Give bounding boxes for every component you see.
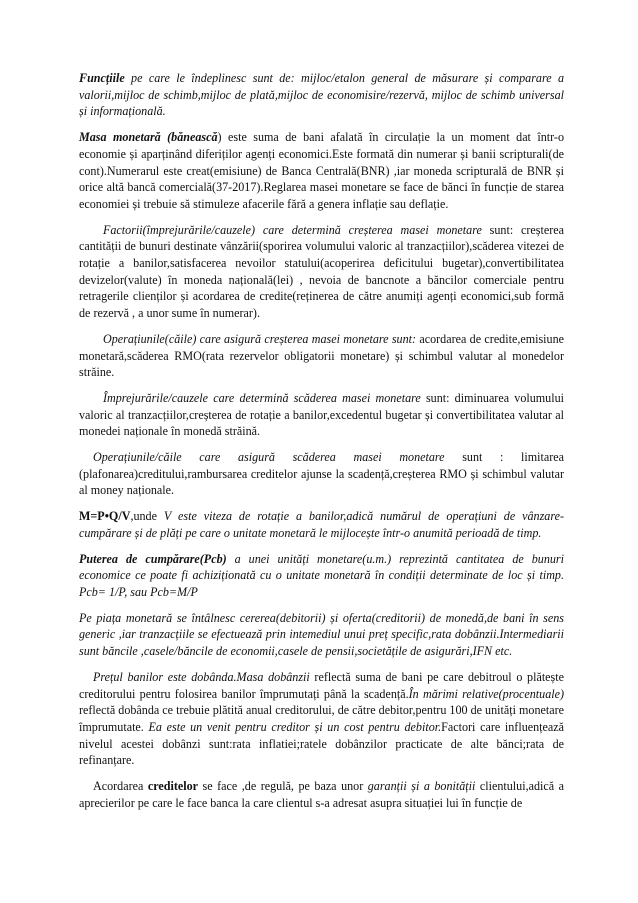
decrease-operations-text: sunt : limitarea (plafonarea)creditului,rambursarea creditelor ajunse la scadență,creșterea RMO și schimbul valutar al money naționale. bbox=[79, 450, 564, 498]
decrease-causes-text: sunt: diminuarea volumului valoric al tranzacțiilor,creșterea de rotație a banilor,excedentul bugetar și convertibilitatea valutar al monedei naționale în monedă străină. bbox=[79, 390, 564, 439]
paragraph-growth-operations bbox=[79, 331, 564, 381]
growth-factors-text: sunt: creșterea cantității de bunuri destinate vânzării(sporirea volumului valoric al tranzacțiilor),scăderea vitezei de rotație a banilor,satisfacerea nevoilor statului(acoperirea deficitului bugetar),convertibilitatea devizelor(valute) în moneda națională(lei) , nevoia de bancnote a băncilor comerciale pentru retragerile clienților și acordarea de credite(reținerea de către anumiți agenți economici,sub formă de rezervă , a unor sume în numerar). bbox=[79, 222, 564, 321]
money-formula: M=P•Q/V bbox=[79, 509, 131, 524]
term-growth-operations: Operațiunile(căile) care asigură creșterea masei monetare sunt: bbox=[103, 331, 417, 346]
document-page bbox=[79, 70, 564, 820]
interest-plain-3: Factori care influențează nivelul acestei dobânzi sunt:rata inflatiei;ratele dobânzilor practicate de alte bănci;rata de refinanțare. bbox=[79, 719, 564, 768]
interest-italic-1: Prețul banilor este dobânda.Masa dobânzii bbox=[93, 669, 310, 684]
growth-operations-text: acordarea de credite,emisiune monetară,scăderea RMO(rata rezervelor obligatorii monetare) și schimbul valutar al monedelor străine. bbox=[79, 331, 565, 380]
money-supply-text: ) este suma de bani afalată în circulație la un moment dat într-o economie și aparținând diferiților agenți economici.Este formată din numerar și banii scripturali(de cont).Numerarul este creat(emisiune) de Banca Centrală(BNR) ,iar moneda scripturală de BNR și orice altă bancă comercială(37-2017).Reglarea masei monetare se face de bănci în funcție de starea economiei și trebuie să stimuleze afacerile fără a genera inflație sau deflație. bbox=[79, 130, 564, 211]
paragraph-formula bbox=[79, 508, 564, 541]
term-growth-factors: Factorii(împrejurările/cauzele) care determină creșterea masei monetare bbox=[103, 222, 482, 237]
term-decrease-causes: Împrejurările/cauzele care determină scăderea masei monetare bbox=[103, 390, 421, 405]
term-functions: Funcțiile bbox=[79, 71, 125, 85]
paragraph-purchasing-power bbox=[79, 551, 564, 601]
formula-where: ,unde bbox=[130, 509, 164, 524]
credits-plain-2: se face ,de regulă, pe baza unor bbox=[198, 779, 368, 794]
credits-plain-3: clientului,adică a aprecierilor pe care le face banca la care clientul s-a adresat asupra situației lui în funcție de bbox=[79, 779, 564, 810]
formula-explanation: V este viteza de rotație a banilor,adică numărul de operațiuni de vânzare-cumpărare și de plăți pe care o unitate monetară le mijlocește într-o anumită perioadă de timp. bbox=[79, 509, 564, 540]
credits-bold: creditelor bbox=[147, 779, 199, 794]
paragraph-interest bbox=[79, 669, 564, 769]
term-purchasing-power: Puterea de cumpărare(Pcb) bbox=[79, 551, 227, 566]
term-decrease-operations: Operațiunile/căile care asigură scăderea masei monetare bbox=[93, 450, 445, 465]
money-market-text: Pe piața monetară se întâlnesc cererea(debitorii) și oferta(creditorii) de monedă,de bani în sens generic ,iar tranzacțiile se efectuează prin intemediul unui preț specific,rata dobânzii.Intermediarii sunt băncile ,casele/băncile de economii,casele de pensii,societățile de asigurări,IFN etc. bbox=[79, 610, 564, 659]
term-money-supply: Masa monetară (bănească bbox=[79, 130, 218, 145]
paragraph-money-supply bbox=[79, 129, 564, 213]
paragraph-growth-factors bbox=[79, 222, 564, 322]
credits-italic: garanții și a bonității bbox=[367, 779, 476, 794]
interest-plain-1: reflectă suma de bani pe care debitroul o plătește creditorului pentru folosirea banilor împrumutați până la scadență. bbox=[79, 669, 564, 701]
paragraph-decrease-operations bbox=[79, 449, 564, 499]
paragraph-decrease-causes bbox=[79, 390, 564, 440]
credits-plain-1: Acordarea bbox=[93, 779, 148, 794]
paragraph-credits bbox=[79, 778, 564, 811]
functions-text: pe care le îndeplinesc sunt de: mijloc/etalon general de măsurare și comparare a valorii,mijloc de schimb,mijloc de plată,mijloc de economisire/rezervă, mijloc de schimb universal și informațională. bbox=[79, 71, 564, 119]
interest-italic-2: În mărimi relative(procentuale) bbox=[408, 686, 565, 701]
paragraph-functions bbox=[79, 70, 564, 120]
interest-italic-3: Ea este un venit pentru creditor și un cost pentru debitor. bbox=[148, 719, 442, 734]
interest-plain-2: reflectă dobânda ce trebuie plătită anual creditorului, de către debitor,pentru 100 de unități monetare împrumutate. bbox=[79, 703, 564, 734]
paragraph-money-market bbox=[79, 610, 564, 660]
purchasing-power-text: a unei unități monetare(u.m.) reprezintă cantitatea de bunuri economice ce poate fi achiziționată cu o unitate monetară în condiții determinate de loc și timp. Pcb= 1/P, sau Pcb=M/P bbox=[79, 551, 564, 599]
